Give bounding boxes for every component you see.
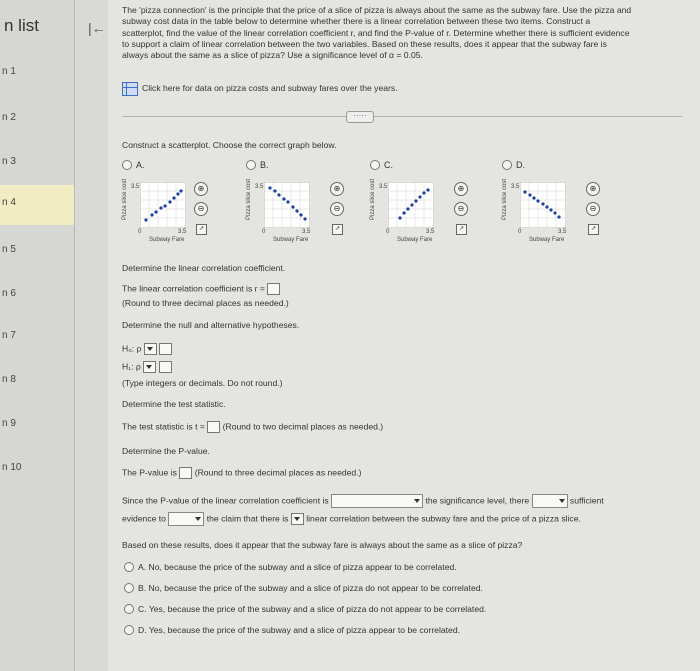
scatter-plot-c xyxy=(388,182,434,228)
h0-operator-select[interactable] xyxy=(144,343,157,355)
xlabel-a: Subway Fare xyxy=(149,237,185,243)
option-letter-c: C. xyxy=(384,160,393,170)
sidebar-title: n list xyxy=(4,16,39,35)
radio-b[interactable] xyxy=(246,160,256,170)
x0-d: 0 xyxy=(518,229,522,235)
x0-a: 0 xyxy=(138,229,142,235)
hyp-prompt: Determine the null and alternative hypotheses. xyxy=(122,320,300,330)
h0-label: H₀: ρ xyxy=(122,343,142,354)
zoom-out-icon[interactable]: ⊖ xyxy=(454,202,468,216)
radio-d[interactable] xyxy=(502,160,512,170)
pv-prompt: Determine the P-value. xyxy=(122,446,210,456)
ytick-a: 3.5 xyxy=(131,184,140,190)
sidebar-item-5[interactable]: n 5 xyxy=(2,244,16,255)
collapse-left-icon[interactable]: |← xyxy=(88,20,106,36)
sidebar-item-7[interactable]: n 7 xyxy=(2,330,16,341)
zoom-in-icon[interactable]: ⊕ xyxy=(454,182,468,196)
xlabel-b: Subway Fare xyxy=(273,237,309,243)
zoom-in-icon[interactable]: ⊕ xyxy=(194,182,208,196)
scatter-plot-a xyxy=(140,182,186,228)
table-icon[interactable] xyxy=(122,82,138,96)
option-letter-a: A. xyxy=(136,160,145,170)
answer-b[interactable] xyxy=(124,583,483,593)
h1-value-input[interactable] xyxy=(159,361,172,373)
xtick-a: 3.5 xyxy=(178,229,187,235)
scatter-plot-b xyxy=(264,182,310,228)
answer-b-text[interactable]: B. No, because the price of the subway and a slice of pizza do not appear to be correlated. xyxy=(138,583,483,593)
option-letter-b: B. xyxy=(260,160,269,170)
x0-c: 0 xyxy=(386,229,390,235)
lc-line xyxy=(122,283,280,295)
concl-a: Since the P-value of the linear correlation coefficient is xyxy=(122,495,329,506)
ylabel-b: Pizza slice cost xyxy=(246,178,252,220)
ts-line xyxy=(122,421,383,433)
data-link[interactable] xyxy=(122,82,398,96)
pv-round: (Round to three decimal places as needed.) xyxy=(194,467,362,478)
h0-value-input[interactable] xyxy=(159,343,172,355)
pvalue-compare-select[interactable] xyxy=(331,494,423,508)
scatter-option-b[interactable] xyxy=(246,160,366,250)
ylabel-c: Pizza slice cost xyxy=(370,178,376,220)
question-intro: The 'pizza connection' is the principle that the price of a slice of pizza is always about the same as the subway fare. Use the pizza and subway cost data in the table below to determine whether there is a linear correlation between these two items. Construct a scatterplot, find the value of the linear correlation coefficient r, and find the P-value of r. Determine whether there is sufficient evidence to support a claim of linear correlation between the two variables. Based on these results, does it appear that the subway fare is always about the same as a slice of pizza? Use a significance level of α = 0.05. xyxy=(122,5,632,61)
zoom-out-icon[interactable]: ⊖ xyxy=(586,202,600,216)
sidebar xyxy=(0,0,75,671)
conclusion-line-1 xyxy=(122,494,692,508)
ylabel-d: Pizza slice cost xyxy=(502,178,508,220)
support-select[interactable] xyxy=(168,512,204,526)
conclusion-line-2 xyxy=(122,512,692,526)
pv-line xyxy=(122,467,361,479)
h1-operator-select[interactable] xyxy=(143,361,156,373)
h1-label: H₁: ρ xyxy=(122,361,141,372)
a-no-select[interactable] xyxy=(291,513,304,525)
answer-d-radio[interactable] xyxy=(124,625,134,635)
external-link-icon[interactable]: ↗ xyxy=(588,224,599,235)
h0-line xyxy=(122,343,172,355)
scatter-option-d[interactable] xyxy=(502,160,622,250)
ytick-b: 3.5 xyxy=(255,184,264,190)
x0-b: 0 xyxy=(262,229,266,235)
answer-c-text[interactable]: C. Yes, because the price of the subway and a slice of pizza do not appear to be correlated. xyxy=(138,604,487,614)
final-question: Based on these results, does it appear that the subway fare is always about the same as a slice of pizza? xyxy=(122,540,523,550)
scatter-option-a[interactable] xyxy=(122,160,242,250)
option-letter-d: D. xyxy=(516,160,525,170)
is-is-not-select[interactable] xyxy=(532,494,568,508)
ylabel-a: Pizza slice cost xyxy=(122,178,128,220)
sidebar-item-2[interactable]: n 2 xyxy=(2,112,16,123)
answer-d[interactable] xyxy=(124,625,460,635)
sidebar-item-9[interactable]: n 9 xyxy=(2,418,16,429)
radio-a[interactable] xyxy=(122,160,132,170)
radio-c[interactable] xyxy=(370,160,380,170)
concl-e: the claim that there is xyxy=(206,513,289,524)
r-input[interactable] xyxy=(267,283,280,295)
question-panel xyxy=(108,0,700,671)
zoom-out-icon[interactable]: ⊖ xyxy=(330,202,344,216)
answer-b-radio[interactable] xyxy=(124,583,134,593)
xlabel-d: Subway Fare xyxy=(529,237,565,243)
divider xyxy=(122,116,682,117)
concl-b: the significance level, there xyxy=(425,495,530,506)
sidebar-item-10[interactable]: n 10 xyxy=(2,462,22,473)
external-link-icon[interactable]: ↗ xyxy=(332,224,343,235)
pv-text: The P-value is xyxy=(122,467,177,478)
lc-round: (Round to three decimal places as needed.) xyxy=(122,298,289,308)
sidebar-item-6[interactable]: n 6 xyxy=(2,288,16,299)
answer-a-radio[interactable] xyxy=(124,562,134,572)
lc-text: The linear correlation coefficient is r = xyxy=(122,283,265,294)
sidebar-item-3[interactable]: n 3 xyxy=(2,156,16,167)
sidebar-item-8[interactable]: n 8 xyxy=(2,374,16,385)
ts-text: The test statistic is t = xyxy=(122,421,205,432)
lc-prompt: Determine the linear correlation coefficient. xyxy=(122,263,286,273)
concl-f: linear correlation between the subway fare and the price of a pizza slice. xyxy=(306,513,581,524)
ts-round: (Round to two decimal places as needed.) xyxy=(222,421,384,432)
expand-dots-button[interactable]: ····· xyxy=(346,111,374,123)
scatter-option-c[interactable] xyxy=(370,160,490,250)
answer-a[interactable] xyxy=(124,562,457,572)
answer-d-text[interactable]: D. Yes, because the price of the subway and a slice of pizza appear to be correlated. xyxy=(138,625,460,635)
hyp-note: (Type integers or decimals. Do not round.) xyxy=(122,378,283,388)
sidebar-item-4[interactable]: n 4 xyxy=(0,185,74,225)
ts-prompt: Determine the test statistic. xyxy=(122,399,226,409)
external-link-icon[interactable]: ↗ xyxy=(196,224,207,235)
answer-a-text[interactable]: A. No, because the price of the subway and a slice of pizza appear to be correlated. xyxy=(138,562,457,572)
answer-c[interactable] xyxy=(124,604,486,614)
ytick-d: 3.5 xyxy=(511,184,520,190)
concl-d: evidence to xyxy=(122,513,166,524)
scatter-plot-d xyxy=(520,182,566,228)
sidebar-item-1[interactable]: n 1 xyxy=(2,66,16,77)
xtick-b: 3.5 xyxy=(302,229,311,235)
zoom-in-icon[interactable]: ⊕ xyxy=(330,182,344,196)
zoom-in-icon[interactable]: ⊕ xyxy=(586,182,600,196)
pvalue-input[interactable] xyxy=(179,467,192,479)
xtick-d: 3.5 xyxy=(558,229,567,235)
t-input[interactable] xyxy=(207,421,220,433)
external-link-icon[interactable]: ↗ xyxy=(456,224,467,235)
concl-c: sufficient xyxy=(569,495,604,506)
h1-line xyxy=(122,361,172,373)
answer-c-radio[interactable] xyxy=(124,604,134,614)
xtick-c: 3.5 xyxy=(426,229,435,235)
zoom-out-icon[interactable]: ⊖ xyxy=(194,202,208,216)
ytick-c: 3.5 xyxy=(379,184,388,190)
data-link-text[interactable]: Click here for data on pizza costs and subway fares over the years. xyxy=(142,83,398,94)
scatter-prompt: Construct a scatterplot. Choose the correct graph below. xyxy=(122,140,337,150)
xlabel-c: Subway Fare xyxy=(397,237,433,243)
